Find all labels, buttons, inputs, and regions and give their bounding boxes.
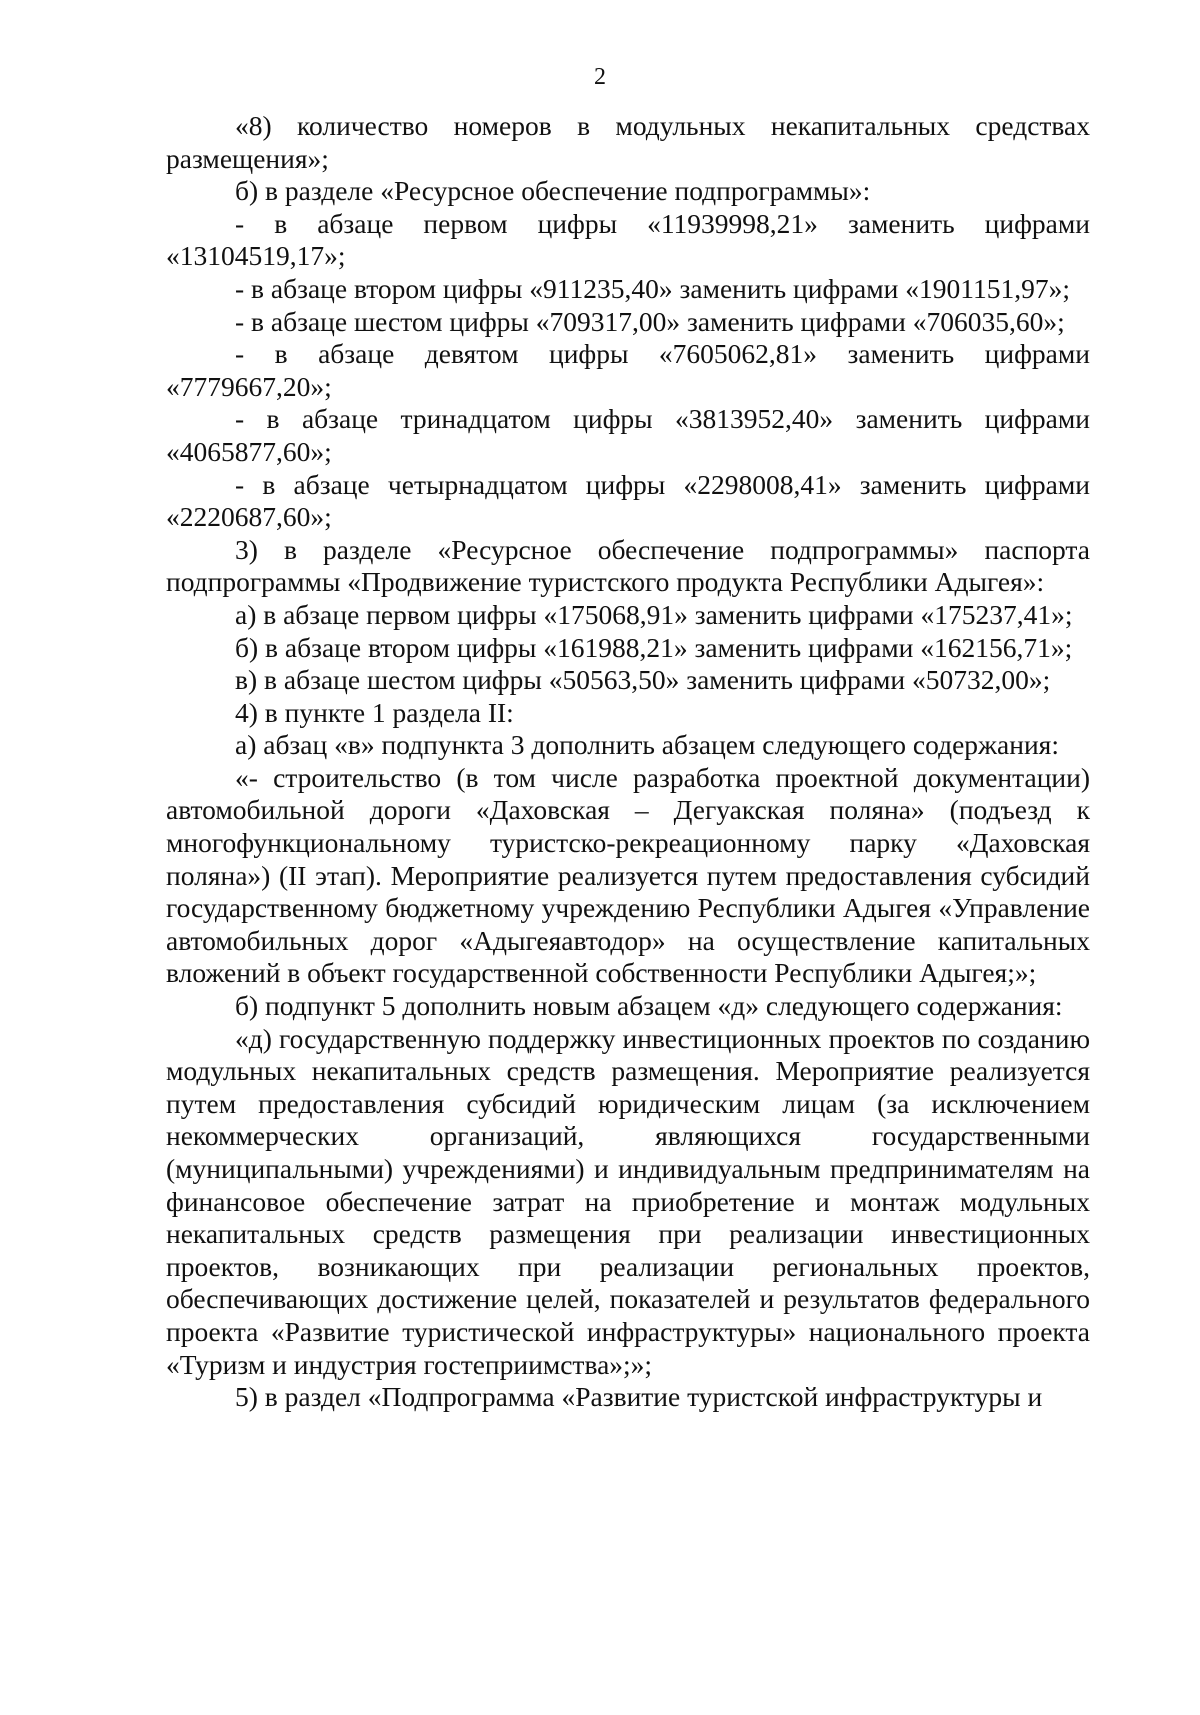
page-number: 2 [594,64,606,90]
paragraph-7: - в абзаце тринадцатом цифры «3813952,40» заменить цифрами «4065877,60»; [166,403,1090,467]
paragraph-16: б) подпункт 5 дополнить новым абзацем «д» следующего содержания: [235,990,1063,1022]
paragraph-13: 4) в пункте 1 раздела II: [235,696,514,728]
paragraph-12: в) в абзаце шестом цифры «50563,50» заменить цифрами «50732,00»; [235,664,1051,696]
paragraph-8: - в абзаце четырнадцатом цифры «2298008,41» заменить цифрами «2220687,60»; [166,468,1090,533]
paragraph-11: б) в абзаце втором цифры «161988,21» заменить цифрами «162156,71»; [235,631,1073,663]
paragraph-3: - в абзаце первом цифры «11939998,21» заменить цифрами «13104519,17»; [166,207,1090,272]
paragraph-14: а) абзац «в» подпункта 3 дополнить абзацем следующего содержания: [235,729,1059,761]
paragraph-18: 5) в раздел «Подпрограмма «Развитие туристской инфраструктуры и [235,1381,1043,1413]
paragraph-17: «д) государственную поддержку инвестиционных проектов по созданию модульных некапитальных средств размещения. Мероприятие реализуется путем предоставления субсидий юридическим лицам (за исключением некоммерческих организаций, являющихся государственными (муниципальными) учреждениями) и индивидуальным предпринимателям на финансовое обеспечение затрат на приобретение и монтаж модульных некапитальных средств размещения при реализации инвестиционных проектов, возникающих при реализации региональных проектов, обеспечивающих достижение целей, показателей и результатов федерального проекта «Развитие туристической инфраструктуры» национального проекта «Туризм и индустрия гостеприимства»;»; [166,1022,1090,1380]
paragraph-2: б) в разделе «Ресурсное обеспечение подпрограммы»: [235,175,871,207]
paragraph-5: - в абзаце шестом цифры «709317,00» заменить цифрами «706035,60»; [235,305,1065,337]
paragraph-4: - в абзаце втором цифры «911235,40» заменить цифрами «1901151,97»; [235,272,1070,304]
paragraph-10: а) в абзаце первом цифры «175068,91» заменить цифрами «175237,41»; [235,598,1073,630]
paragraph-15: «- строительство (в том числе разработка проектной документации) автомобильной дороги «Даховская – Дегуакская поляна» (подъезд к многофункциональному туристско-рекреационному парку «Даховская поляна») (II этап). Мероприятие реализуется путем предоставления субсидий государственному бюджетному учреждению Республики Адыгея «Управление автомобильных дорог «Адыгеяавтодор» на осуществление капитальных вложений в объект государственной собственности Республики Адыгея;»; [166,761,1090,989]
paragraph-6: - в абзаце девятом цифры «7605062,81» заменить цифрами «7779667,20»; [166,338,1090,402]
document-body [166,110,1090,1414]
paragraph-1: «8) количество номеров в модульных некапитальных средствах размещения»; [166,110,1090,174]
paragraph-9: 3) в разделе «Ресурсное обеспечение подпрограммы» паспорта подпрограммы «Продвижение туристского продукта Республики Адыгея»: [166,533,1090,598]
